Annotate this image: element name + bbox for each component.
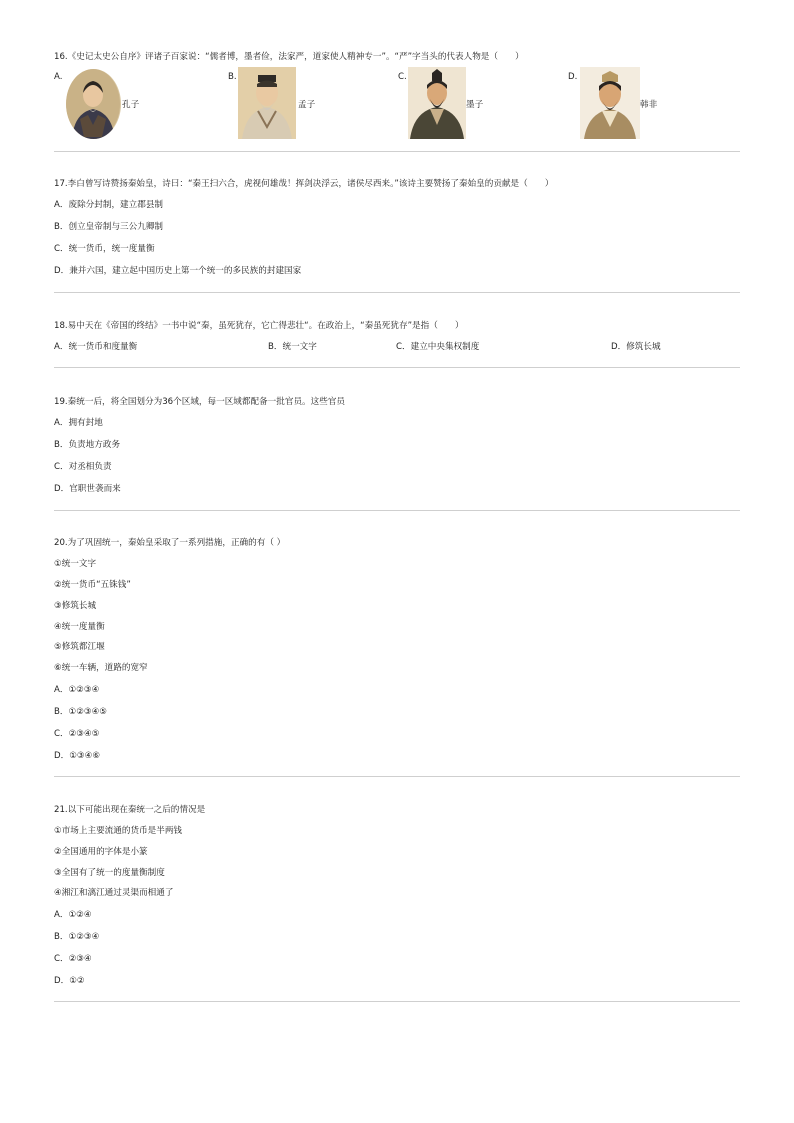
divider: [54, 151, 740, 152]
question-16-stem: 16.《史记太史公自序》评诸子百家说：“儒者博，墨者俭，法家严，道家使人精神专一”。“严”字当头的代表人物是（ ）: [54, 52, 524, 62]
option-b-letter: B.: [228, 72, 237, 82]
question-19-stem: 19.秦统一后，将全国划分为36个区域，每一区域都配备一批官员。这些官员: [54, 397, 346, 407]
option-b[interactable]: B．统一文字: [268, 342, 317, 352]
option-a[interactable]: A．统一货币和度量衡: [54, 342, 138, 352]
divider: [54, 292, 740, 293]
option-c-name: 墨子: [466, 100, 484, 110]
statement-item: ④统一度量衡: [54, 622, 105, 632]
option-b[interactable]: B．①②③④⑤: [54, 707, 108, 717]
confucius-portrait: [66, 69, 121, 139]
question-20-stem: 20.为了巩固统一，秦始皇采取了一系列措施，正确的有（ ）: [54, 538, 286, 548]
option-c-letter: C.: [398, 72, 407, 82]
option-a-name: 孔子: [122, 100, 140, 110]
option-c[interactable]: C．统一货币，统一度量衡: [54, 244, 155, 254]
statement-item: ③修筑长城: [54, 601, 97, 611]
option-d[interactable]: D．①②: [54, 976, 85, 986]
option-c[interactable]: C．对丞相负责: [54, 462, 112, 472]
statement-item: ⑤修筑都江堰: [54, 642, 105, 652]
option-a[interactable]: A．①②③④: [54, 685, 100, 695]
hanfei-portrait: [580, 67, 640, 139]
statement-item: ⑥统一车辆，道路的宽窄: [54, 663, 148, 673]
question-18-stem: 18.易中天在《帝国的终结》一书中说“秦，虽死犹存，它亡得悲壮“。在政治上，“秦虽死犹存”是指（ ）: [54, 321, 464, 331]
option-a[interactable]: A．①②④: [54, 910, 92, 920]
option-a[interactable]: A．拥有封地: [54, 418, 103, 428]
divider: [54, 1001, 740, 1002]
statement-item: ②全国通用的字体是小篆: [54, 847, 148, 857]
mencius-portrait: [238, 67, 296, 139]
option-c[interactable]: C．②③④⑤: [54, 729, 100, 739]
mozi-portrait: [408, 67, 466, 139]
option-d-letter: D.: [568, 72, 578, 82]
option-d-name: 韩非: [640, 100, 658, 110]
option-b[interactable]: B．①②③④: [54, 932, 100, 942]
question-21-stem: 21.以下可能出现在秦统一之后的情况是: [54, 805, 206, 815]
option-b-name: 孟子: [298, 100, 316, 110]
divider: [54, 367, 740, 368]
option-b[interactable]: B．负责地方政务: [54, 440, 121, 450]
option-a[interactable]: A．废除分封制，建立郡县制: [54, 200, 164, 210]
statement-item: ①市场上主要流通的货币是半两钱: [54, 826, 183, 836]
option-d[interactable]: D．修筑长城: [611, 342, 661, 352]
question-17-stem: 17.李白曾写诗赞扬秦始皇，诗曰：“秦王扫六合，虎视何雄哉！挥剑决浮云，诸侯尽西来。”该诗主要赞扬了秦始皇的贡献是（ ）: [54, 179, 554, 189]
divider: [54, 510, 740, 511]
statement-item: ④湘江和漓江通过灵渠而相通了: [54, 888, 174, 898]
option-c[interactable]: C．建立中央集权制度: [396, 342, 480, 352]
option-a-letter: A.: [54, 72, 63, 82]
option-d[interactable]: D．兼并六国，建立起中国历史上第一个统一的多民族的封建国家: [54, 266, 302, 276]
option-d[interactable]: D．官职世袭而来: [54, 484, 121, 494]
statement-item: ③全国有了统一的度量衡制度: [54, 868, 165, 878]
statement-item: ①统一文字: [54, 559, 97, 569]
statement-item: ②统一货币“五铢钱”: [54, 580, 131, 590]
divider: [54, 776, 740, 777]
option-b[interactable]: B．创立皇帝制与三公九卿制: [54, 222, 164, 232]
option-c[interactable]: C．②③④: [54, 954, 92, 964]
option-d[interactable]: D．①③④⑥: [54, 751, 101, 761]
